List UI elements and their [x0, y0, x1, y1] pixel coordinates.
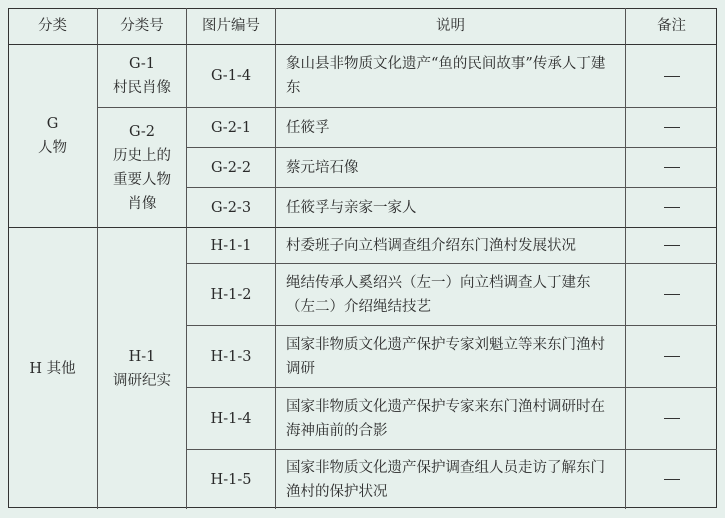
subcategory-code: H-1 [128, 348, 156, 365]
subcategory-name-line2: 重要人物 [113, 171, 171, 188]
subcategory-name-line1: 历史上的 [113, 147, 171, 164]
subcategory-name-line3: 肖像 [127, 195, 157, 212]
description-cell: 任筱孚 [276, 107, 626, 147]
header-row [8, 8, 717, 45]
picture-code: G-2-2 [187, 147, 276, 187]
picture-code: G-2-1 [187, 107, 276, 147]
category-cell-h [8, 227, 98, 509]
description-cell: 国家非物质文化遗产保护调查组人员走访了解东门渔村的保护状况 [276, 449, 626, 509]
table-row [8, 107, 717, 147]
table-row [8, 45, 717, 107]
description-cell: 国家非物质文化遗产保护专家来东门渔村调研时在海神庙前的合影 [276, 387, 626, 449]
header-category: 分类 [8, 8, 98, 45]
note-cell [626, 187, 717, 227]
description-cell: 绳结传承人奚绍兴（左一）向立档调查人丁建东（左二）介绍绳结技艺 [276, 263, 626, 325]
note-cell [626, 325, 717, 387]
header-picture-no: 图片编号 [187, 8, 276, 45]
picture-code: H-1-5 [187, 449, 276, 509]
category-name: 人物 [38, 140, 67, 156]
category-code: G [46, 116, 59, 132]
picture-code: H-1-2 [187, 263, 276, 325]
subcategory-name: 村民肖像 [113, 80, 171, 96]
description-cell: 蔡元培石像 [276, 147, 626, 187]
subcategory-name: 调研纪实 [113, 372, 171, 389]
dash-mark [664, 245, 680, 246]
note-cell [626, 449, 717, 509]
header-description: 说明 [276, 8, 626, 45]
dash-mark [664, 207, 680, 208]
note-cell [626, 107, 717, 147]
dash-mark [664, 418, 680, 419]
note-cell [626, 263, 717, 325]
category-name: H 其他 [29, 360, 76, 377]
picture-code: H-1-4 [187, 387, 276, 449]
dash-mark [664, 127, 680, 128]
dash-mark [664, 167, 680, 168]
picture-code: H-1-1 [187, 227, 276, 263]
subcategory-cell-g1 [98, 45, 187, 107]
catalog-table [8, 8, 717, 509]
note-cell [626, 147, 717, 187]
dash-mark [664, 479, 680, 480]
description-cell: 村委班子向立档调查组介绍东门渔村发展状况 [276, 227, 626, 263]
note-cell [626, 45, 717, 107]
subcategory-code: G-1 [129, 56, 155, 72]
subcategory-cell-g2 [98, 107, 187, 227]
dash-mark [664, 294, 680, 295]
description-cell: 任筱孚与亲家一家人 [276, 187, 626, 227]
subcategory-cell-h1 [98, 227, 187, 509]
picture-code: G-1-4 [187, 45, 276, 107]
subcategory-code: G-2 [129, 123, 155, 140]
dash-mark [664, 76, 680, 77]
dash-mark [664, 356, 680, 357]
note-cell [626, 227, 717, 263]
description-cell: 国家非物质文化遗产保护专家刘魁立等来东门渔村调研 [276, 325, 626, 387]
description-cell: 象山县非物质文化遗产“鱼的民间故事”传承人丁建东 [276, 45, 626, 107]
picture-code: H-1-3 [187, 325, 276, 387]
header-notes: 备注 [626, 8, 717, 45]
note-cell [626, 387, 717, 449]
table-row [8, 227, 717, 263]
picture-code: G-2-3 [187, 187, 276, 227]
header-subcategory: 分类号 [98, 8, 187, 45]
category-cell-g [8, 45, 98, 227]
